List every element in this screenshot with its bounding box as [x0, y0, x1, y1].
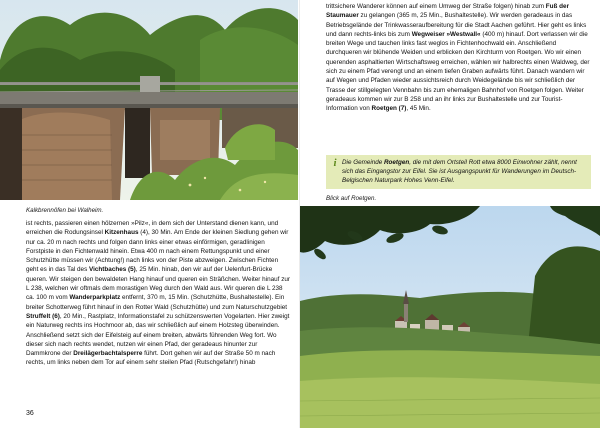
right-page	[300, 0, 600, 428]
roetgen-view-photo	[300, 206, 600, 428]
route-description-right: trittsichere Wanderer können auf einem Umweg der Straße folgen) hinab zum Fuß der Staumauer zu gelangen (365 m, 25 Min., Bushaltestelle). Wir werden geradeaus in das Betriebsgelände der Trinkwasseraufbereitung für die Stadt Aachen geführt. Hier geht es links und dann rechts-links bis zum Wegweiser »Westwall« (400 m) hinauf. Dort verlassen wir die breiten Wege und tauchen links fast weglos in Fichtenhochwald ein. Anschließend durchqueren wir blühende Weiden und erblicken den Kirchturm von Roetgen. Wo wir einen querenden asphaltierten Wirtschaftsweg erreichen, wählen wir halbrechts einen Waldweg, der sich zu einem Pfad verengt und an einem tiefen Graben aufwärts führt. Danach wandern wir auf Wegen und Pfaden wieder aussichtsreich durch Weidegelände bis wir schließlich der Trasse der stillgelegten Vennbahn bis zum ehemaligen Bahnhof von Roetgen folgen. Weiter geradeaus kommen wir zur B 258 und an ihr links zur Bushaltestelle und zur Tourist-Information von Roetgen (7), 45 Min.	[326, 3, 590, 113]
info-icon: i	[333, 157, 337, 169]
info-box	[326, 155, 591, 189]
photo-caption-left: Kalkbrennöfen bei Walheim.	[26, 207, 104, 214]
route-description-left: ist rechts, passieren einen hölzernen »Pilz«, in dem sich der Unterstand dienen kann, und erreichen die Rodungsinsel Kitzenhaus (4), 30 Min. Am Ende der kleinen Siedlung gehen wir nur ca. 20 m nach rechts und folgen dann links einer etwas einförmigen, geradlinigen Forstpiste in den Fichtenwald hinein. Etwa 400 m nach einem Rettungspunkt und einer Schutzhütte müssen wir (Achtung!) nach links von der Piste abzweigen. Zwischen Fichten geht es in das Tal des Vichtbaches (5), 25 Min. hinab, den wir auf der Uelenfurt-Brücke queren. Wir steigen den bewaldeten Hang hinauf und queren ein Sträßchen. Weiter hinauf zur L 238, welchen wir oftmals dem morastigen Weg durch den Wald aus. Wir queren die L 238 ca. 100 m vom Wanderparkplatz entfernt, 370 m, 15 Min. (Schutzhütte, Bushaltestelle). Ein breiter Schotterweg führt hinauf in den Rotter Wald (Schutzhütte) und zum Naturschutzgebiet Struffelt (6), 20 Min., Rastplatz, Informationstafel zu schützenswerten Vogelarten. Hier zweigt ein Naturweg rechts ins Hochmoor ab, das wir schließlich auf einem Holzsteg überwinden. Anschließend setzt sich der Eifelsteig auf einem breiten, abwärts führenden Weg fort. Wo dieser sich nach rechts wendet, nutzen wir einen Pfad, der geradeaus hinunter zur Dammkrone der Dreilägerbachtalsperre führt. Dort gehen wir auf der Straße 50 m nach rechts, um links neben dem Tor auf einem sehr steilen Pfad (Rutschgefahr!) hinab	[26, 220, 291, 367]
lime-kilns-photo	[0, 0, 298, 200]
info-box-text: Die Gemeinde Roetgen, die mit dem Ortsteil Rott etwa 8000 Einwohner zählt, nennt sich das Eingangstor zur Eifel. Sie ist Ausgangspunkt für Wanderungen im Deutsch-Belgischen Naturpark Hohes Venn-Eifel.	[342, 159, 577, 184]
photo-caption-right: Blick auf Roetgen.	[326, 195, 377, 202]
page-number: 36	[26, 410, 34, 417]
